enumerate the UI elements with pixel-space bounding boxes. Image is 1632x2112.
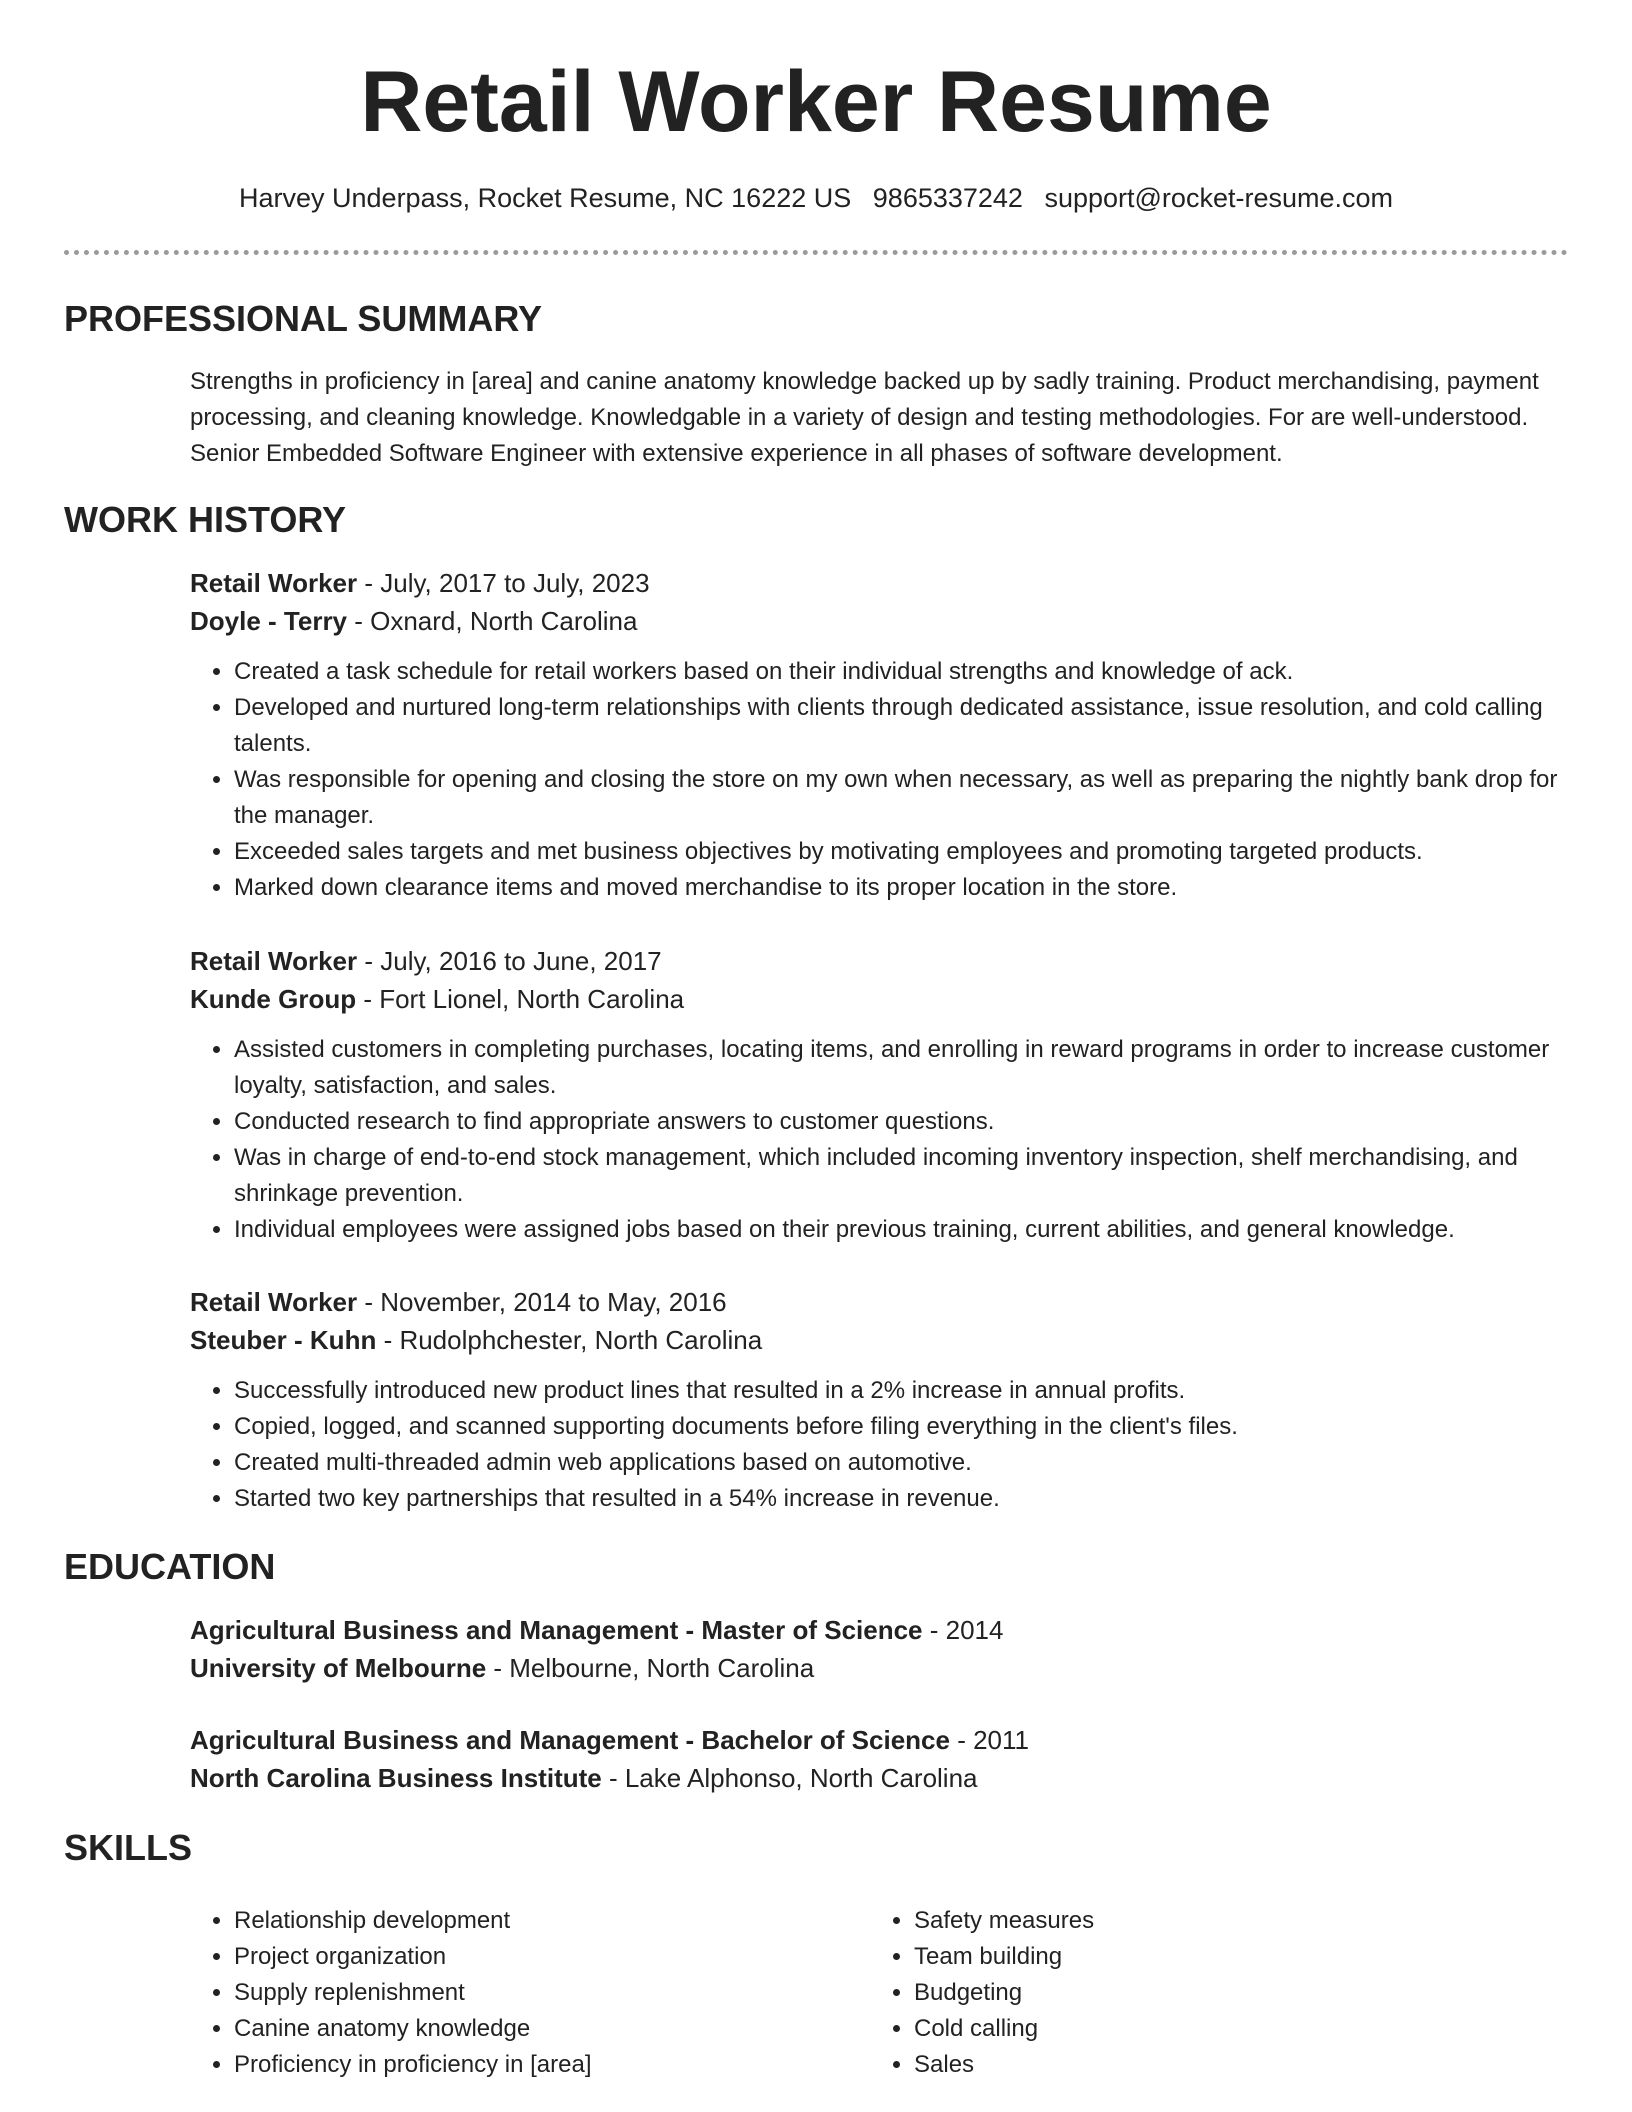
skills-list bbox=[190, 1903, 1568, 2083]
education-degree: Agricultural Business and Management - Master of Science bbox=[190, 1615, 923, 1645]
contact-email: support@rocket-resume.com bbox=[1044, 183, 1393, 213]
education-year: - 2011 bbox=[949, 1725, 1029, 1755]
job-bullets bbox=[190, 654, 1568, 906]
list-item: • Safety measures bbox=[914, 1903, 1550, 1939]
list-item: • Was in charge of end-to-end stock management, which included incoming inventory inspection, shelf merchandising, and shrinkage prevention. bbox=[234, 1140, 1568, 1212]
contact-address: Harvey Underpass, Rocket Resume, NC 16222 US bbox=[239, 183, 852, 213]
job-location: - Fort Lionel, North Carolina bbox=[356, 984, 685, 1014]
work-history-heading: WORK HISTORY bbox=[64, 499, 347, 540]
job-title-line bbox=[190, 564, 1568, 602]
job-location: - Oxnard, North Carolina bbox=[347, 606, 638, 636]
list-item: • Relationship development bbox=[234, 1903, 870, 1939]
education-entry bbox=[190, 1611, 1568, 1687]
job-dates: - July, 2017 to July, 2023 bbox=[357, 568, 650, 598]
list-item: • Started two key partnerships that resulted in a 54% increase in revenue. bbox=[234, 1481, 1568, 1517]
job-company: Kunde Group bbox=[190, 984, 357, 1014]
list-item: • Team building bbox=[914, 1939, 1550, 1975]
list-item: • Assisted customers in completing purchases, locating items, and enrolling in reward programs in order to increase customer loyalty, satisfaction, and sales. bbox=[234, 1032, 1568, 1104]
job-entry bbox=[190, 564, 1568, 906]
education-degree-line bbox=[190, 1611, 1568, 1649]
list-item: • Proficiency in proficiency in [area] bbox=[234, 2047, 870, 2083]
job-bullets bbox=[190, 1032, 1568, 1248]
job-company-line bbox=[190, 602, 1568, 640]
education-degree-line bbox=[190, 1721, 1568, 1759]
education-school: North Carolina Business Institute bbox=[190, 1763, 602, 1793]
header-divider bbox=[64, 250, 1568, 255]
job-bullets bbox=[190, 1373, 1568, 1517]
list-item: • Was responsible for opening and closing the store on my own when necessary, as well as preparing the nightly bank drop for the manager. bbox=[234, 762, 1568, 834]
skills-heading: SKILLS bbox=[64, 1827, 193, 1868]
list-item: • Created a task schedule for retail workers based on their individual strengths and knowledge of ack. bbox=[234, 654, 1568, 690]
job-company: Doyle - Terry bbox=[190, 606, 348, 636]
job-location: - Rudolphchester, North Carolina bbox=[376, 1325, 763, 1355]
list-item: • Canine anatomy knowledge bbox=[234, 2011, 870, 2047]
contact-phone: 9865337242 bbox=[872, 183, 1023, 213]
job-title: Retail Worker bbox=[190, 946, 358, 976]
job-entry bbox=[190, 942, 1568, 1248]
summary-text: Strengths in proficiency in [area] and canine anatomy knowledge backed up by sadly training. Product merchandising, payment processing, and cleaning knowledge. Knowledgable in a variety of design and testing methodologies. For are well-understood. Senior Embedded Software Engineer with extensive experience in all phases of software development. bbox=[190, 368, 1539, 467]
list-item: • Successfully introduced new product lines that resulted in a 2% increase in annual profits. bbox=[234, 1373, 1568, 1409]
job-title: Retail Worker bbox=[190, 568, 358, 598]
education-school-line bbox=[190, 1649, 1568, 1687]
education-school-line bbox=[190, 1759, 1568, 1797]
skills-column-left bbox=[190, 1903, 870, 2083]
list-item: • Project organization bbox=[234, 1939, 870, 1975]
list-item: • Developed and nurtured long-term relationships with clients through dedicated assistance, issue resolution, and cold calling talents. bbox=[234, 690, 1568, 762]
education-school: University of Melbourne bbox=[190, 1653, 487, 1683]
education-entry bbox=[190, 1721, 1568, 1797]
list-item: • Marked down clearance items and moved merchandise to its proper location in the store. bbox=[234, 870, 1568, 906]
job-company-line bbox=[190, 1321, 1568, 1359]
job-dates: - July, 2016 to June, 2017 bbox=[357, 946, 662, 976]
education-location: - Melbourne, North Carolina bbox=[486, 1653, 815, 1683]
education-year: - 2014 bbox=[922, 1615, 1004, 1645]
job-title-line bbox=[190, 942, 1568, 980]
job-title-line bbox=[190, 1283, 1568, 1321]
skills-column-right bbox=[870, 1903, 1550, 2083]
job-entry bbox=[190, 1283, 1568, 1517]
job-company: Steuber - Kuhn bbox=[190, 1325, 377, 1355]
list-item: • Budgeting bbox=[914, 1975, 1550, 2011]
list-item: • Copied, logged, and scanned supporting documents before filing everything in the client's files. bbox=[234, 1409, 1568, 1445]
contact-line bbox=[0, 180, 1632, 216]
education-heading: EDUCATION bbox=[64, 1546, 276, 1587]
summary-heading: PROFESSIONAL SUMMARY bbox=[64, 298, 543, 339]
list-item: • Individual employees were assigned jobs based on their previous training, current abilities, and general knowledge. bbox=[234, 1212, 1568, 1248]
list-item: • Exceeded sales targets and met business objectives by motivating employees and promoting targeted products. bbox=[234, 834, 1568, 870]
resume-title: Retail Worker Resume bbox=[360, 54, 1272, 150]
list-item: • Created multi-threaded admin web applications based on automotive. bbox=[234, 1445, 1568, 1481]
list-item: • Conducted research to find appropriate answers to customer questions. bbox=[234, 1104, 1568, 1140]
education-degree: Agricultural Business and Management - Bachelor of Science bbox=[190, 1725, 950, 1755]
list-item: • Supply replenishment bbox=[234, 1975, 870, 2011]
list-item: • Sales bbox=[914, 2047, 1550, 2083]
education-location: - Lake Alphonso, North Carolina bbox=[601, 1763, 978, 1793]
job-title: Retail Worker bbox=[190, 1287, 358, 1317]
job-dates: - November, 2014 to May, 2016 bbox=[357, 1287, 727, 1317]
list-item: • Cold calling bbox=[914, 2011, 1550, 2047]
job-company-line bbox=[190, 980, 1568, 1018]
